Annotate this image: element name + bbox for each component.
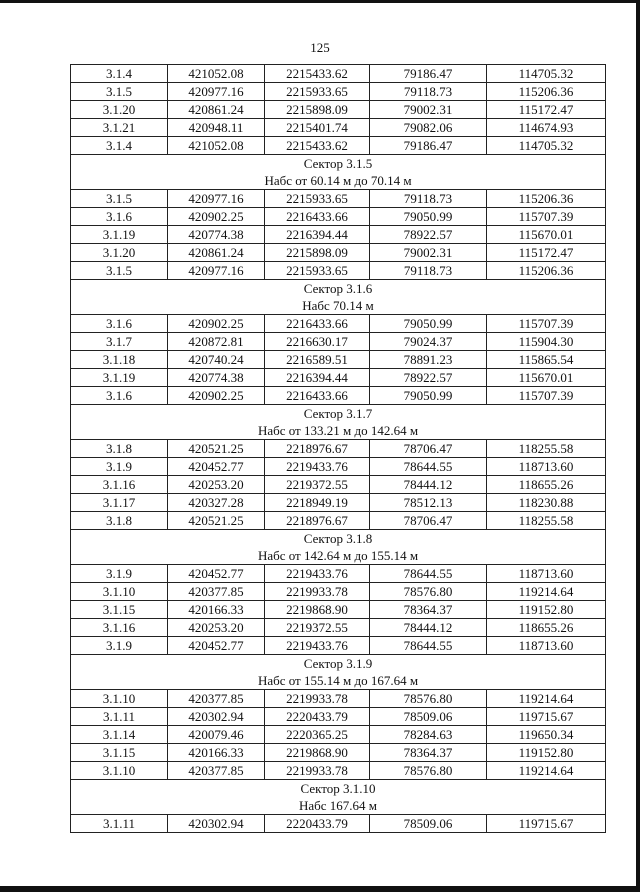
sector-height-row — [71, 172, 606, 190]
coord-y-local-cell: 115172.47 — [487, 244, 606, 262]
table-row — [71, 762, 606, 780]
sector-height-label: Набс от 155.14 м до 167.64 м — [71, 672, 606, 690]
coord-x-cell: 420521.25 — [168, 512, 265, 530]
coord-y-cell: 2215933.65 — [265, 190, 370, 208]
coord-x-cell: 420452.77 — [168, 565, 265, 583]
table-row — [71, 690, 606, 708]
coord-x-local-cell: 78644.55 — [370, 565, 487, 583]
coord-x-local-cell: 79118.73 — [370, 83, 487, 101]
point-number-cell: 3.1.6 — [71, 208, 168, 226]
sector-height-label: Набс 167.64 м — [71, 797, 606, 815]
table-row — [71, 315, 606, 333]
table-row — [71, 369, 606, 387]
scan-border-bottom — [0, 886, 640, 892]
coord-x-cell: 420377.85 — [168, 690, 265, 708]
coord-y-local-cell: 118655.26 — [487, 619, 606, 637]
sector-title: Сектор 3.1.6 — [71, 280, 606, 298]
coord-x-local-cell: 79050.99 — [370, 315, 487, 333]
coord-x-cell: 420452.77 — [168, 637, 265, 655]
table-row — [71, 65, 606, 83]
sector-height-row — [71, 297, 606, 315]
point-number-cell: 3.1.15 — [71, 601, 168, 619]
coord-x-local-cell: 79186.47 — [370, 65, 487, 83]
point-number-cell: 3.1.6 — [71, 315, 168, 333]
point-number-cell: 3.1.20 — [71, 244, 168, 262]
coord-x-cell: 420079.46 — [168, 726, 265, 744]
coord-x-cell: 421052.08 — [168, 65, 265, 83]
sector-height-label: Набс 70.14 м — [71, 297, 606, 315]
coord-x-cell: 420166.33 — [168, 601, 265, 619]
point-number-cell: 3.1.19 — [71, 226, 168, 244]
point-number-cell: 3.1.20 — [71, 101, 168, 119]
table-row — [71, 190, 606, 208]
coord-y-local-cell: 118230.88 — [487, 494, 606, 512]
coord-y-cell: 2215933.65 — [265, 262, 370, 280]
coord-x-cell: 420902.25 — [168, 208, 265, 226]
coord-y-local-cell: 119715.67 — [487, 708, 606, 726]
coord-y-cell: 2219433.76 — [265, 637, 370, 655]
coord-x-cell: 420302.94 — [168, 815, 265, 833]
table-row — [71, 101, 606, 119]
sector-header-row — [71, 405, 606, 423]
coord-x-local-cell: 78922.57 — [370, 369, 487, 387]
table-row — [71, 387, 606, 405]
coord-y-cell: 2219868.90 — [265, 601, 370, 619]
coord-y-local-cell: 115707.39 — [487, 387, 606, 405]
coord-y-cell: 2218976.67 — [265, 512, 370, 530]
table-row — [71, 583, 606, 601]
coord-y-cell: 2220433.79 — [265, 708, 370, 726]
coord-y-local-cell: 115206.36 — [487, 262, 606, 280]
point-number-cell: 3.1.10 — [71, 762, 168, 780]
coord-x-local-cell: 78444.12 — [370, 476, 487, 494]
coord-y-cell: 2216394.44 — [265, 226, 370, 244]
coord-x-cell: 420377.85 — [168, 583, 265, 601]
point-number-cell: 3.1.10 — [71, 690, 168, 708]
coord-x-cell: 420774.38 — [168, 226, 265, 244]
coord-x-local-cell: 79082.06 — [370, 119, 487, 137]
table-row — [71, 333, 606, 351]
coord-x-local-cell: 78512.13 — [370, 494, 487, 512]
coord-x-cell: 420861.24 — [168, 244, 265, 262]
table-row — [71, 601, 606, 619]
point-number-cell: 3.1.16 — [71, 619, 168, 637]
point-number-cell: 3.1.16 — [71, 476, 168, 494]
coord-y-local-cell: 119650.34 — [487, 726, 606, 744]
coord-y-local-cell: 118255.58 — [487, 512, 606, 530]
point-number-cell: 3.1.18 — [71, 351, 168, 369]
coord-y-cell: 2219372.55 — [265, 619, 370, 637]
coord-x-local-cell: 78364.37 — [370, 601, 487, 619]
point-number-cell: 3.1.7 — [71, 333, 168, 351]
coord-y-cell: 2216394.44 — [265, 369, 370, 387]
sector-height-row — [71, 672, 606, 690]
coord-y-cell: 2220365.25 — [265, 726, 370, 744]
table-row — [71, 708, 606, 726]
coord-y-cell: 2216589.51 — [265, 351, 370, 369]
point-number-cell: 3.1.4 — [71, 137, 168, 155]
point-number-cell: 3.1.5 — [71, 190, 168, 208]
coord-y-cell: 2219933.78 — [265, 762, 370, 780]
coord-x-local-cell: 78444.12 — [370, 619, 487, 637]
coord-y-cell: 2215898.09 — [265, 244, 370, 262]
point-number-cell: 3.1.9 — [71, 565, 168, 583]
point-number-cell: 3.1.9 — [71, 458, 168, 476]
coord-y-local-cell: 118713.60 — [487, 458, 606, 476]
coord-x-local-cell: 79050.99 — [370, 387, 487, 405]
coord-x-cell: 420452.77 — [168, 458, 265, 476]
coord-y-cell: 2219433.76 — [265, 458, 370, 476]
coord-x-cell: 420902.25 — [168, 387, 265, 405]
coordinates-table — [70, 64, 606, 833]
coord-y-local-cell: 115904.30 — [487, 333, 606, 351]
sector-height-label: Набс от 142.64 м до 155.14 м — [71, 547, 606, 565]
coord-y-local-cell: 118255.58 — [487, 440, 606, 458]
coord-x-cell: 420977.16 — [168, 190, 265, 208]
point-number-cell: 3.1.5 — [71, 262, 168, 280]
coord-x-local-cell: 79118.73 — [370, 190, 487, 208]
coord-y-local-cell: 115670.01 — [487, 369, 606, 387]
coord-x-local-cell: 79002.31 — [370, 101, 487, 119]
sector-title: Сектор 3.1.7 — [71, 405, 606, 423]
coord-y-cell: 2215433.62 — [265, 137, 370, 155]
coord-y-cell: 2215898.09 — [265, 101, 370, 119]
coord-y-local-cell: 119214.64 — [487, 583, 606, 601]
coord-x-cell: 420377.85 — [168, 762, 265, 780]
coord-y-cell: 2218949.19 — [265, 494, 370, 512]
scan-border-top — [0, 0, 640, 3]
coord-x-local-cell: 78509.06 — [370, 708, 487, 726]
coord-x-local-cell: 78644.55 — [370, 458, 487, 476]
sector-header-row — [71, 280, 606, 298]
coord-y-local-cell: 119152.80 — [487, 601, 606, 619]
coord-y-local-cell: 114674.93 — [487, 119, 606, 137]
sector-height-row — [71, 797, 606, 815]
table-row — [71, 512, 606, 530]
table-row — [71, 208, 606, 226]
scan-border-right — [636, 0, 640, 892]
sector-title: Сектор 3.1.8 — [71, 530, 606, 548]
point-number-cell: 3.1.21 — [71, 119, 168, 137]
point-number-cell: 3.1.8 — [71, 512, 168, 530]
coord-y-cell: 2219933.78 — [265, 583, 370, 601]
coord-x-cell: 420948.11 — [168, 119, 265, 137]
coord-x-local-cell: 78576.80 — [370, 583, 487, 601]
coord-y-local-cell: 118713.60 — [487, 565, 606, 583]
table-row — [71, 262, 606, 280]
coord-y-local-cell: 119214.64 — [487, 762, 606, 780]
coordinates-table-body — [71, 65, 606, 833]
point-number-cell: 3.1.5 — [71, 83, 168, 101]
coord-y-local-cell: 115206.36 — [487, 83, 606, 101]
sector-title: Сектор 3.1.5 — [71, 155, 606, 173]
sector-height-row — [71, 547, 606, 565]
coord-x-cell: 420253.20 — [168, 619, 265, 637]
table-row — [71, 494, 606, 512]
coord-y-cell: 2216433.66 — [265, 387, 370, 405]
coord-y-local-cell: 119152.80 — [487, 744, 606, 762]
coord-y-cell: 2219868.90 — [265, 744, 370, 762]
coord-x-local-cell: 78922.57 — [370, 226, 487, 244]
point-number-cell: 3.1.8 — [71, 440, 168, 458]
point-number-cell: 3.1.11 — [71, 815, 168, 833]
coord-y-cell: 2219372.55 — [265, 476, 370, 494]
coord-x-cell: 420740.24 — [168, 351, 265, 369]
coord-x-cell: 420253.20 — [168, 476, 265, 494]
coord-x-cell: 421052.08 — [168, 137, 265, 155]
table-row — [71, 476, 606, 494]
sector-height-label: Набс от 60.14 м до 70.14 м — [71, 172, 606, 190]
coord-x-local-cell: 79186.47 — [370, 137, 487, 155]
table-row — [71, 351, 606, 369]
point-number-cell: 3.1.9 — [71, 637, 168, 655]
coord-x-local-cell: 79118.73 — [370, 262, 487, 280]
coord-x-cell: 420902.25 — [168, 315, 265, 333]
coord-y-cell: 2216630.17 — [265, 333, 370, 351]
coord-y-cell: 2215433.62 — [265, 65, 370, 83]
coord-y-local-cell: 115707.39 — [487, 315, 606, 333]
coord-y-local-cell: 118713.60 — [487, 637, 606, 655]
coord-x-cell: 420521.25 — [168, 440, 265, 458]
point-number-cell: 3.1.14 — [71, 726, 168, 744]
coord-x-cell: 420872.81 — [168, 333, 265, 351]
table-row — [71, 637, 606, 655]
coord-x-cell: 420302.94 — [168, 708, 265, 726]
coord-y-cell: 2219933.78 — [265, 690, 370, 708]
sector-height-row — [71, 422, 606, 440]
coord-y-local-cell: 119214.64 — [487, 690, 606, 708]
sector-title: Сектор 3.1.9 — [71, 655, 606, 673]
sector-header-row — [71, 530, 606, 548]
coord-x-cell: 420861.24 — [168, 101, 265, 119]
coord-x-cell: 420977.16 — [168, 262, 265, 280]
coord-x-local-cell: 79002.31 — [370, 244, 487, 262]
coord-x-local-cell: 78509.06 — [370, 815, 487, 833]
point-number-cell: 3.1.19 — [71, 369, 168, 387]
coord-y-local-cell: 114705.32 — [487, 65, 606, 83]
table-row — [71, 815, 606, 833]
coord-y-local-cell: 115206.36 — [487, 190, 606, 208]
coord-y-cell: 2219433.76 — [265, 565, 370, 583]
coord-x-local-cell: 79024.37 — [370, 333, 487, 351]
coord-y-cell: 2215933.65 — [265, 83, 370, 101]
coord-y-local-cell: 115707.39 — [487, 208, 606, 226]
table-row — [71, 119, 606, 137]
point-number-cell: 3.1.17 — [71, 494, 168, 512]
coord-y-local-cell: 119715.67 — [487, 815, 606, 833]
sector-header-row — [71, 655, 606, 673]
coord-x-cell: 420327.28 — [168, 494, 265, 512]
coord-x-local-cell: 78284.63 — [370, 726, 487, 744]
sector-height-label: Набс от 133.21 м до 142.64 м — [71, 422, 606, 440]
point-number-cell: 3.1.11 — [71, 708, 168, 726]
table-row — [71, 619, 606, 637]
coord-y-local-cell: 115670.01 — [487, 226, 606, 244]
coord-x-cell: 420774.38 — [168, 369, 265, 387]
coord-y-cell: 2215401.74 — [265, 119, 370, 137]
coord-x-local-cell: 78644.55 — [370, 637, 487, 655]
coord-y-cell: 2218976.67 — [265, 440, 370, 458]
sector-title: Сектор 3.1.10 — [71, 780, 606, 798]
coord-y-local-cell: 115865.54 — [487, 351, 606, 369]
table-row — [71, 565, 606, 583]
table-row — [71, 744, 606, 762]
coord-x-local-cell: 78706.47 — [370, 440, 487, 458]
point-number-cell: 3.1.4 — [71, 65, 168, 83]
coord-y-cell: 2216433.66 — [265, 208, 370, 226]
coord-x-local-cell: 79050.99 — [370, 208, 487, 226]
table-row — [71, 244, 606, 262]
table-row — [71, 440, 606, 458]
coord-x-local-cell: 78576.80 — [370, 690, 487, 708]
coord-y-local-cell: 114705.32 — [487, 137, 606, 155]
sector-header-row — [71, 155, 606, 173]
coord-y-local-cell: 118655.26 — [487, 476, 606, 494]
coord-x-cell: 420977.16 — [168, 83, 265, 101]
point-number-cell: 3.1.6 — [71, 387, 168, 405]
page-number: 125 — [310, 40, 330, 55]
coord-y-cell: 2220433.79 — [265, 815, 370, 833]
coord-x-local-cell: 78576.80 — [370, 762, 487, 780]
table-row — [71, 458, 606, 476]
coord-y-cell: 2216433.66 — [265, 315, 370, 333]
table-row — [71, 226, 606, 244]
coord-x-local-cell: 78364.37 — [370, 744, 487, 762]
sector-header-row — [71, 780, 606, 798]
coord-x-local-cell: 78891.23 — [370, 351, 487, 369]
point-number-cell: 3.1.10 — [71, 583, 168, 601]
coord-x-cell: 420166.33 — [168, 744, 265, 762]
point-number-cell: 3.1.15 — [71, 744, 168, 762]
coord-x-local-cell: 78706.47 — [370, 512, 487, 530]
coord-y-local-cell: 115172.47 — [487, 101, 606, 119]
table-row — [71, 83, 606, 101]
table-row — [71, 726, 606, 744]
table-row — [71, 137, 606, 155]
